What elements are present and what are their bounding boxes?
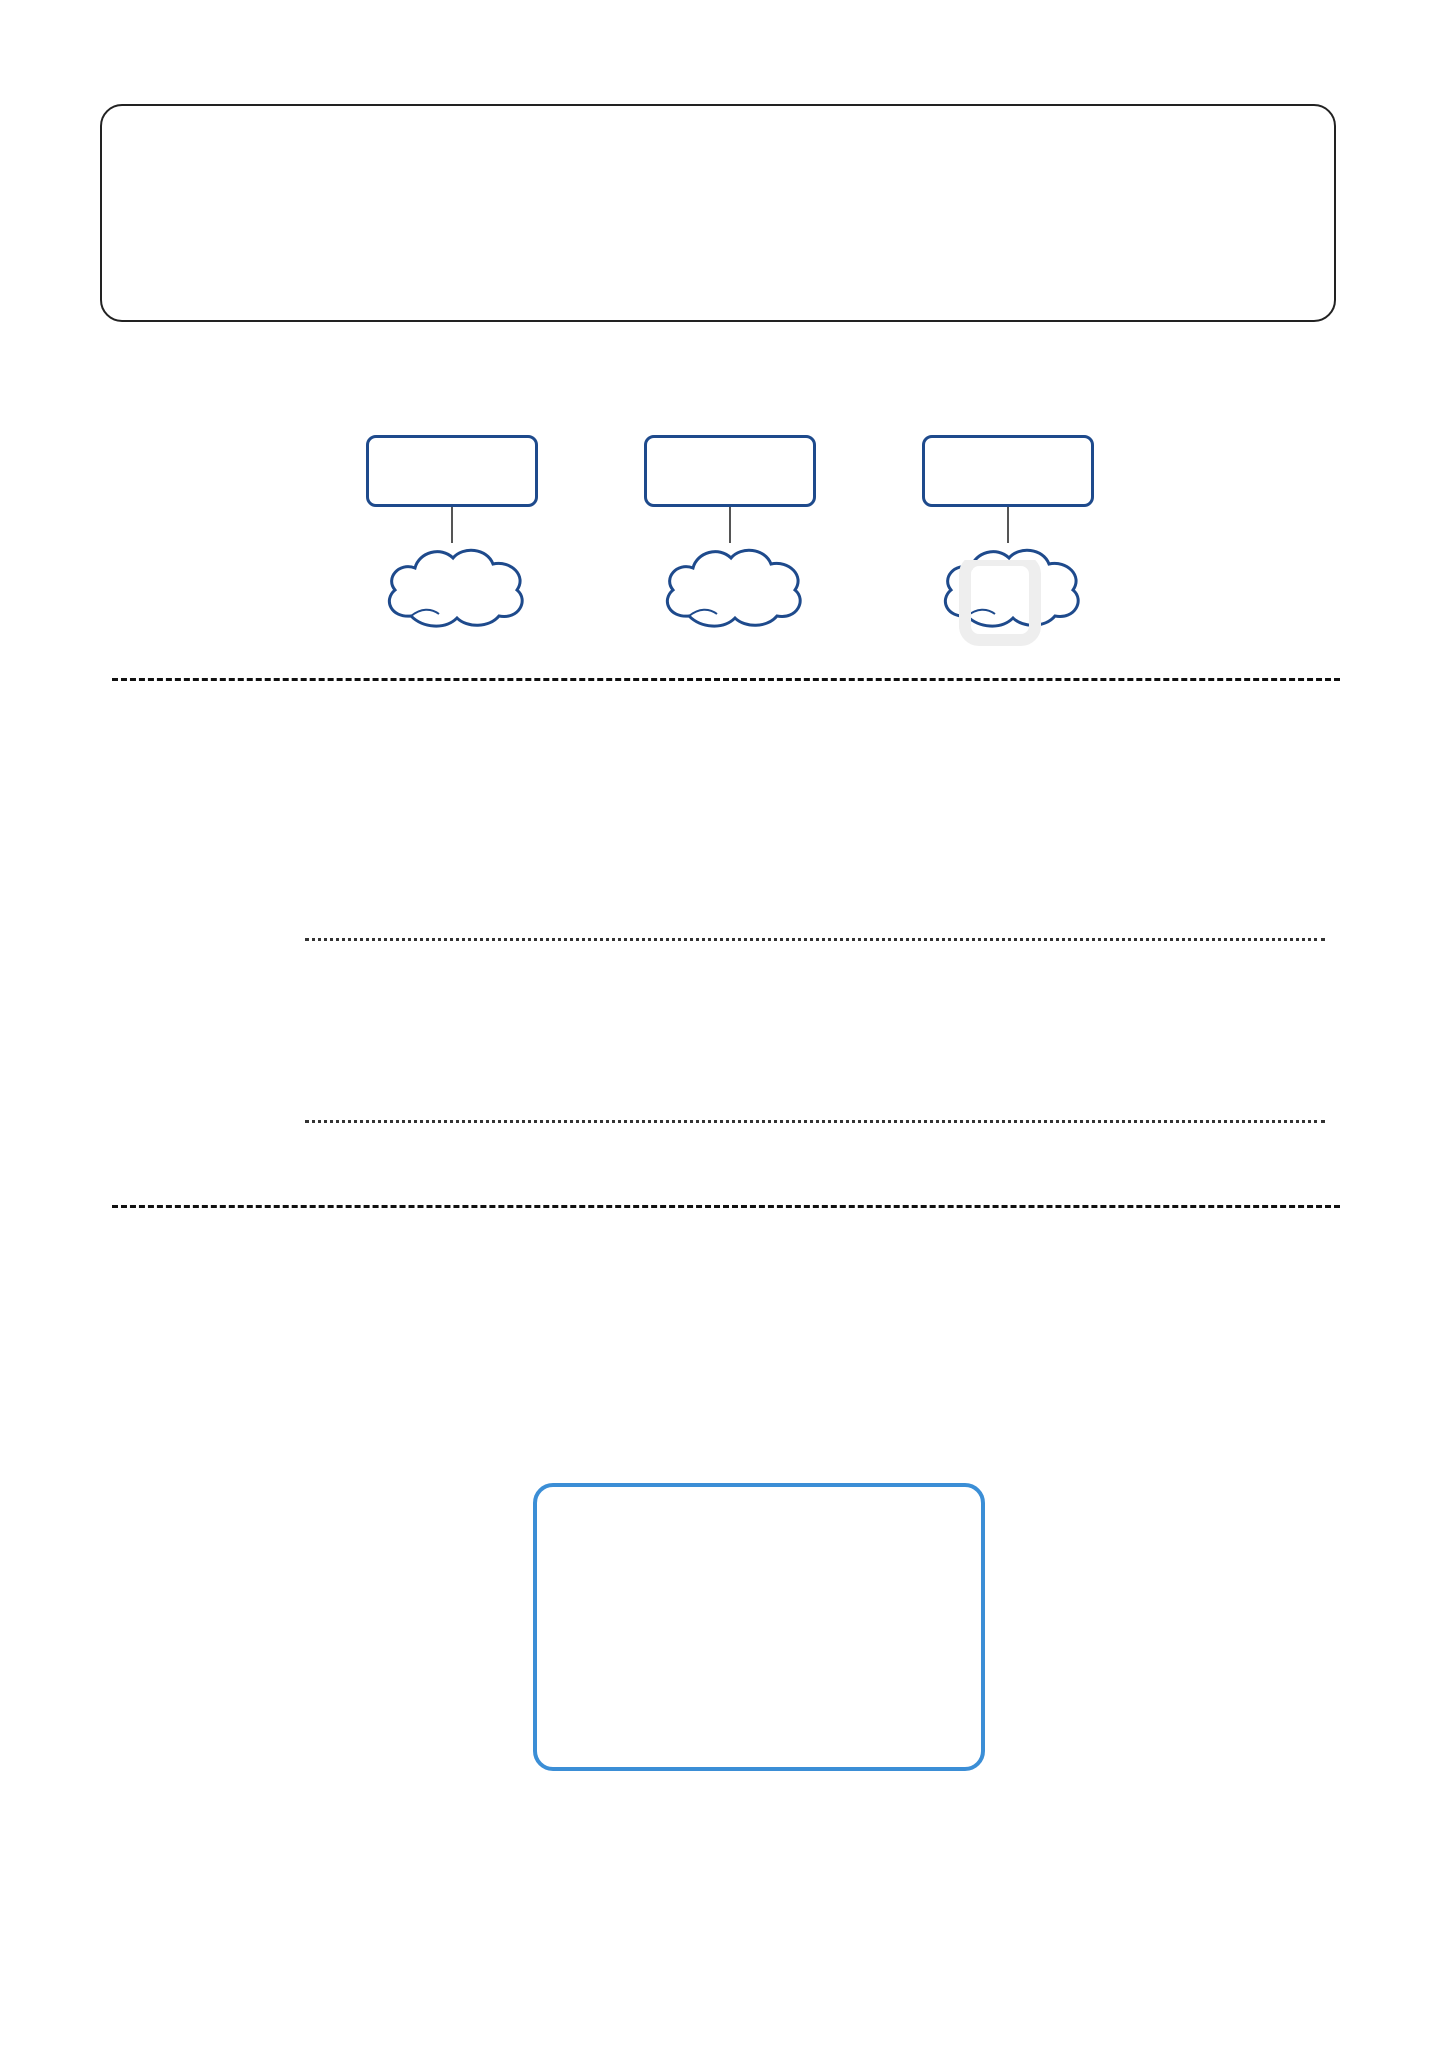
qr-code: [108, 1755, 288, 1935]
decorative-border-left: [55, 52, 91, 1994]
answer-cloud-3[interactable]: [381, 538, 531, 634]
answer-line-1[interactable]: [305, 938, 1325, 941]
decorative-border-top: [55, 52, 1395, 88]
center-watermark: [955, 560, 1095, 1240]
side-watermark: [1405, 95, 1435, 435]
scrambled-letters-box-3: [366, 435, 538, 507]
answer-line-2[interactable]: [305, 1120, 1325, 1123]
word-search-grid: [533, 1483, 985, 1771]
scrambled-letters-box-1: [922, 435, 1094, 507]
answer-cloud-2[interactable]: [659, 538, 809, 634]
section-divider-2: [112, 1205, 1340, 1208]
section-divider-1: [112, 678, 1340, 681]
decorative-border-bottom: [55, 1958, 1395, 1994]
decorative-border-right: [1359, 52, 1395, 1994]
scrambled-letters-box-2: [644, 435, 816, 507]
header-box: [100, 104, 1336, 322]
